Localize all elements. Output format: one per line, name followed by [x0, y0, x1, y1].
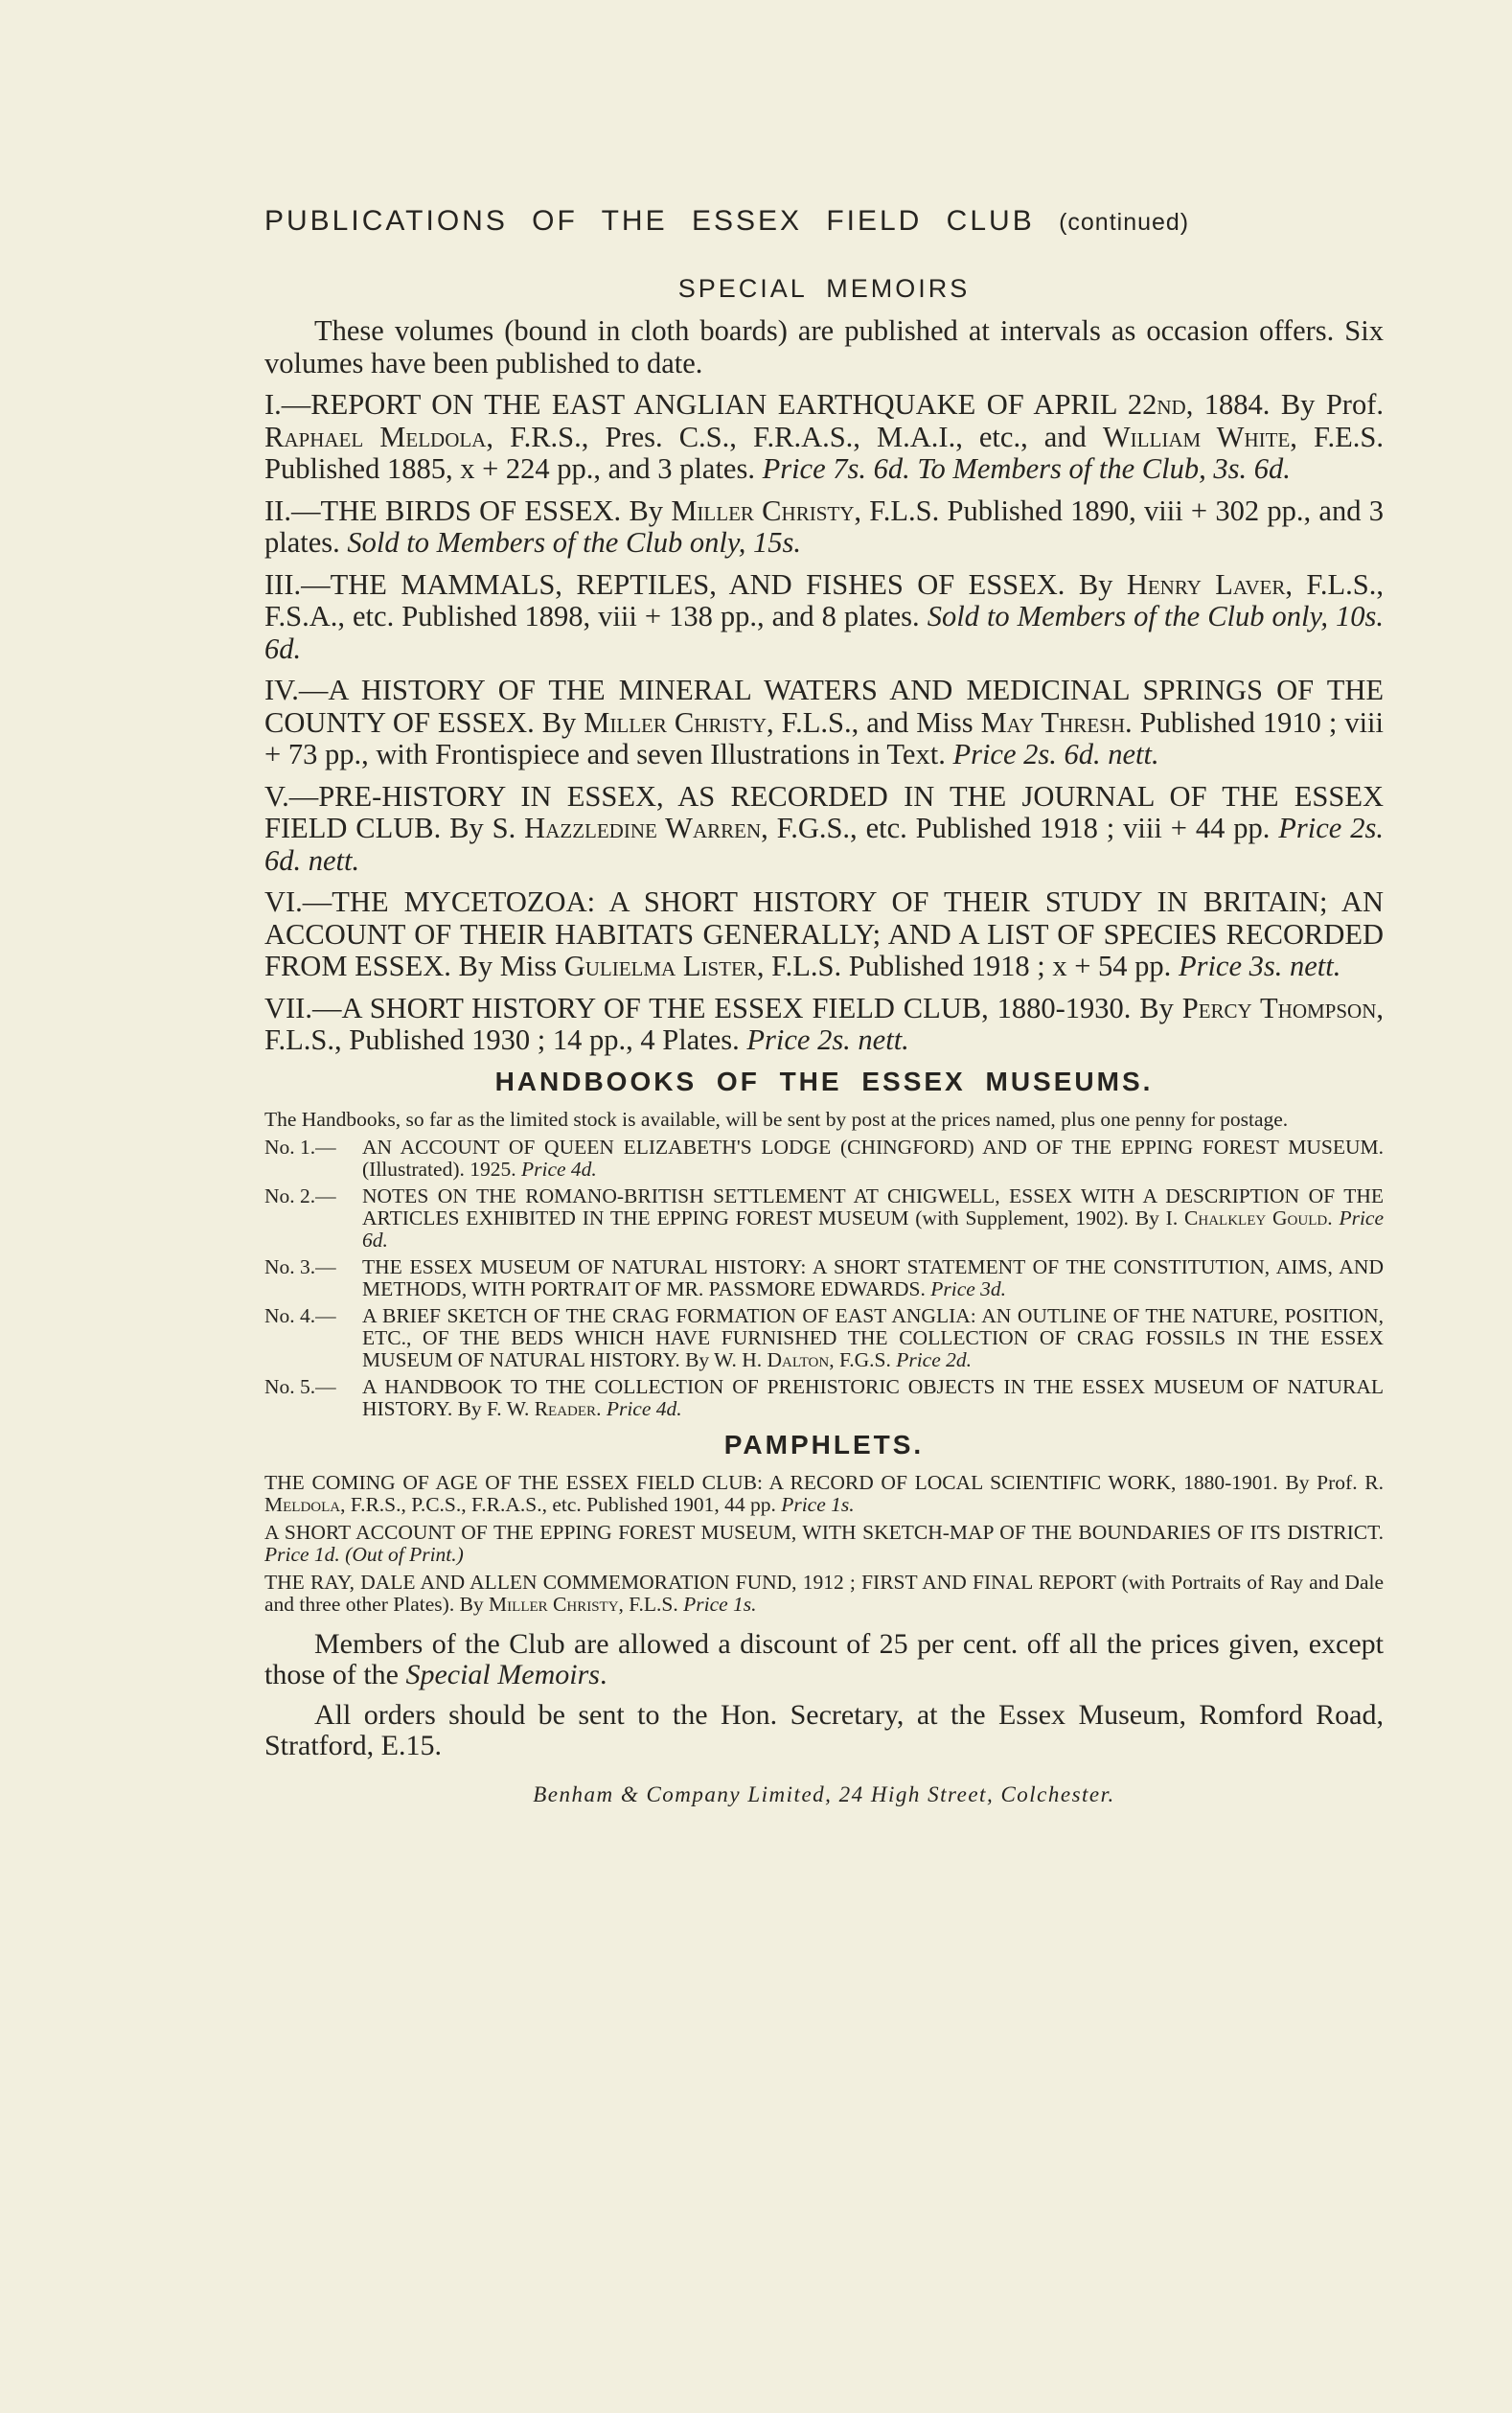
memoir-item-4 — [264, 675, 1384, 771]
handbook-2-body — [362, 1185, 1384, 1252]
orders-notice: All orders should be sent to the Hon. Secretary, at the Essex Museum, Romford Road, Stratford, E.15. — [264, 1698, 1384, 1761]
memoir-4-author-2: May Thresh — [980, 705, 1125, 739]
discount-exception: Special Memoirs — [405, 1658, 600, 1690]
special-memoirs-intro: These volumes (bound in cloth boards) are published at intervals as occasion offers. Six volumes have been published to date. — [264, 314, 1384, 379]
memoir-7-price: Price 2s. nett. — [746, 1023, 909, 1056]
memoir-item-1 — [264, 389, 1384, 486]
memoir-4-text-a: IV.—A HISTORY OF THE MINERAL WATERS AND MEDICINAL SPRINGS OF THE COUNTY OF ESSEX. By — [264, 674, 1384, 739]
memoir-3-text-c: , F.L.S., F.S.A., etc. Published 1898, viii + 138 pp., and 8 plates. — [264, 567, 1384, 632]
pamphlet-2-text: A SHORT ACCOUNT OF THE EPPING FOREST MUSEUM, WITH SKETCH-MAP OF THE BOUNDARIES OF ITS DISTRICT. — [264, 1520, 1384, 1544]
memoir-2-text-c: , F.L.S. Published 1890, viii + 302 pp., and 3 plates. — [264, 494, 1384, 559]
handbook-5-body — [362, 1376, 1384, 1420]
handbook-1-price: Price 4d. — [521, 1157, 597, 1181]
handbook-item-1 — [264, 1137, 1384, 1181]
pamphlet-1-author: Meldola — [264, 1492, 341, 1516]
running-head-title: PUBLICATIONS OF THE ESSEX FIELD CLUB — [264, 205, 1035, 237]
handbook-2-text: NOTES ON THE ROMANO-BRITISH SETTLEMENT AT CHIGWELL, ESSEX WITH A DESCRIPTION OF THE ARTICLES EXHIBITED IN THE EPPING FOREST MUSEUM (with Supplement, 1902). By I. — [362, 1184, 1384, 1229]
running-head — [264, 205, 1384, 238]
memoir-5-author: Hazzledine Warren — [524, 812, 762, 844]
pamphlet-item-1 — [264, 1472, 1384, 1516]
handbook-1-number: No. 1.— — [264, 1135, 336, 1159]
memoir-2-text-a: II.—THE BIRDS OF ESSEX. By — [264, 494, 672, 527]
handbook-item-5 — [264, 1376, 1384, 1420]
memoir-3-price: Sold to Members of the Club only, 10s. 6d. — [264, 600, 1384, 665]
handbook-5-text-b: . — [596, 1396, 607, 1420]
memoir-item-2 — [264, 495, 1384, 560]
handbooks-section — [264, 1109, 1384, 1420]
memoir-1-text-c: , 1884. By Prof. — [1185, 388, 1384, 421]
handbook-2-author: Chalkley Gould — [1184, 1206, 1328, 1229]
memoir-3-text-a: III.—THE MAMMALS, REPTILES, AND FISHES OF ESSEX. By — [264, 567, 1127, 601]
memoir-4-text-c: , F.L.S., and Miss — [767, 705, 981, 739]
handbook-4-number: No. 4.— — [264, 1303, 336, 1327]
discount-text: Members of the Club are allowed a discount of 25 per cent. off all the prices given, except those of the — [264, 1627, 1384, 1690]
memoir-item-7 — [264, 993, 1384, 1057]
memoir-item-3 — [264, 569, 1384, 666]
handbook-2-text-b: . — [1327, 1206, 1340, 1229]
special-memoirs-section — [264, 315, 1384, 1057]
pamphlet-1-price: Price 1s. — [781, 1492, 855, 1516]
handbook-item-3 — [264, 1256, 1384, 1300]
pamphlet-3-text-b: , F.L.S. — [618, 1592, 684, 1616]
pamphlet-1-text: THE COMING OF AGE OF THE ESSEX FIELD CLUB: A RECORD OF LOCAL SCIENTIFIC WORK, 1880-1901. By Prof. R. — [264, 1470, 1384, 1494]
memoir-5-price: Price 2s. 6d. nett. — [264, 812, 1384, 877]
pamphlets-heading: PAMPHLETS. — [723, 1429, 925, 1459]
discount-end: . — [599, 1658, 607, 1690]
memoir-3-author: Henry Laver — [1126, 567, 1286, 601]
handbook-5-author: Reader — [534, 1396, 597, 1420]
discount-notice — [264, 1629, 1384, 1690]
pamphlet-item-3 — [264, 1572, 1384, 1616]
handbook-2-price: Price 6d. — [362, 1206, 1385, 1252]
handbooks-heading: HANDBOOKS OF THE ESSEX MUSEUMS. — [494, 1066, 1154, 1096]
memoir-1-text-a: I.—REPORT ON THE EAST ANGLIAN EARTHQUAKE OF APRIL — [264, 388, 1128, 421]
handbook-item-2 — [264, 1185, 1384, 1252]
memoir-item-5 — [264, 781, 1384, 878]
memoir-6-author: Gulielma Lister — [563, 950, 757, 982]
pamphlet-3-author: Miller Christy — [489, 1592, 619, 1616]
memoir-1-author-1: Raphael Meldola — [264, 420, 487, 453]
handbook-3-text: THE ESSEX MUSEUM OF NATURAL HISTORY: A SHORT STATEMENT OF THE CONSTITUTION, AIMS, AND METHODS, WITH PORTRAIT OF MR. PASSMORE EDWARDS. — [362, 1254, 1384, 1300]
running-head-continued: (continued) — [1059, 209, 1190, 236]
memoir-2-author: Miller Christy — [671, 494, 855, 527]
memoir-2-price: Sold to Members of the Club only, 15s. — [347, 526, 801, 559]
memoir-4-author-1: Miller Christy — [584, 705, 767, 739]
special-memoirs-heading: SPECIAL MEMOIRS — [677, 274, 971, 303]
handbook-4-text: A BRIEF SKETCH OF THE CRAG FORMATION OF EAST ANGLIA: AN OUTLINE OF THE NATURE, POSITION, ETC., OF THE BEDS WHICH HAVE FURNISHED THE COLLECTION OF CRAG FOSSILS IN THE ESSEX MUSEUM OF NATURAL HISTORY. By W. H. — [362, 1303, 1384, 1371]
memoir-1-price: Price 7s. 6d. To Members of the Club, 3s. 6d. — [762, 452, 1291, 485]
memoir-6-text-c: , F.L.S. Published 1918 ; x + 54 pp. — [756, 950, 1179, 982]
memoir-4-text-e: . Published 1910 ; viii + 73 pp., with Frontispiece and seven Illustrations in Text. — [264, 705, 1384, 770]
handbook-2-number: No. 2.— — [264, 1184, 336, 1207]
pamphlet-2-price: Price 1d. (Out of Print.) — [264, 1542, 464, 1566]
handbook-5-number: No. 5.— — [264, 1374, 336, 1398]
memoir-7-text-c: , F.L.S., Published 1930 ; 14 pp., 4 Plates. — [264, 991, 1384, 1056]
pamphlet-3-price: Price 1s. — [683, 1592, 757, 1616]
pamphlet-3-text: THE RAY, DALE AND ALLEN COMMEMORATION FUND, 1912 ; FIRST AND FINAL REPORT (with Portraits of Ray and Dale and three other Plates). By — [264, 1570, 1384, 1616]
handbook-5-text: A HANDBOOK TO THE COLLECTION OF PREHISTORIC OBJECTS IN THE ESSEX MUSEUM OF NATURAL HISTORY. By F. W. — [362, 1374, 1384, 1420]
memoir-item-6 — [264, 886, 1384, 983]
memoir-1-author-2: William White — [1102, 420, 1291, 453]
handbook-3-body — [362, 1256, 1384, 1300]
handbook-4-price: Price 2d. — [896, 1347, 973, 1371]
handbook-4-text-b: , F.G.S. — [829, 1347, 897, 1371]
handbooks-intro: The Handbooks, so far as the limited stock is available, will be sent by post at the prices named, plus one penny for postage. — [264, 1107, 1289, 1131]
memoir-1-date-suffix: 22nd — [1127, 388, 1186, 421]
memoir-7-author: Percy Thompson — [1181, 991, 1377, 1024]
memoir-1-text-e: , F.R.S., Pres. C.S., F.R.A.S., M.A.I., etc., and — [486, 420, 1103, 453]
memoir-7-text-a: VII.—A SHORT HISTORY OF THE ESSEX FIELD CLUB, 1880-1930. By — [264, 991, 1182, 1024]
memoir-5-text-a: V.—PRE-HISTORY IN ESSEX, AS RECORDED IN THE JOURNAL OF THE ESSEX FIELD CLUB. By S. — [264, 779, 1384, 844]
handbook-4-author: Dalton — [767, 1347, 830, 1371]
handbook-1-body — [362, 1137, 1384, 1181]
handbook-3-price: Price 3d. — [930, 1276, 1007, 1300]
pamphlet-1-text-b: , F.R.S., P.C.S., F.R.A.S., etc. Published 1901, 44 pp. — [340, 1492, 782, 1516]
memoir-6-text-a: VI.—THE MYCETOZOA: A SHORT HISTORY OF THEIR STUDY IN BRITAIN; AN ACCOUNT OF THEIR HABITATS GENERALLY; AND A LIST OF SPECIES RECORDED FROM ESSEX. By Miss — [264, 885, 1384, 982]
memoir-6-price: Price 3s. nett. — [1178, 950, 1341, 982]
closing-section — [264, 1629, 1384, 1761]
handbook-1-text: AN ACCOUNT OF QUEEN ELIZABETH'S LODGE (CHINGFORD) AND OF THE EPPING FOREST MUSEUM. (Illustrated). 1925. — [362, 1135, 1384, 1181]
handbook-4-body — [362, 1305, 1384, 1371]
handbook-item-4 — [264, 1305, 1384, 1371]
memoir-5-text-c: , F.G.S., etc. Published 1918 ; viii + 44 pp. — [761, 812, 1279, 844]
pamphlets-section — [264, 1472, 1384, 1616]
memoir-1-text-g: , F.E.S. Published 1885, x + 224 pp., and 3 plates. — [264, 420, 1384, 485]
pamphlet-item-2 — [264, 1522, 1384, 1566]
printer-imprint: Benham & Company Limited, 24 High Street, Colchester. — [533, 1781, 1115, 1806]
memoir-4-price: Price 2s. 6d. nett. — [952, 738, 1159, 770]
handbook-3-number: No. 3.— — [264, 1254, 336, 1278]
handbook-5-price: Price 4d. — [606, 1396, 682, 1420]
